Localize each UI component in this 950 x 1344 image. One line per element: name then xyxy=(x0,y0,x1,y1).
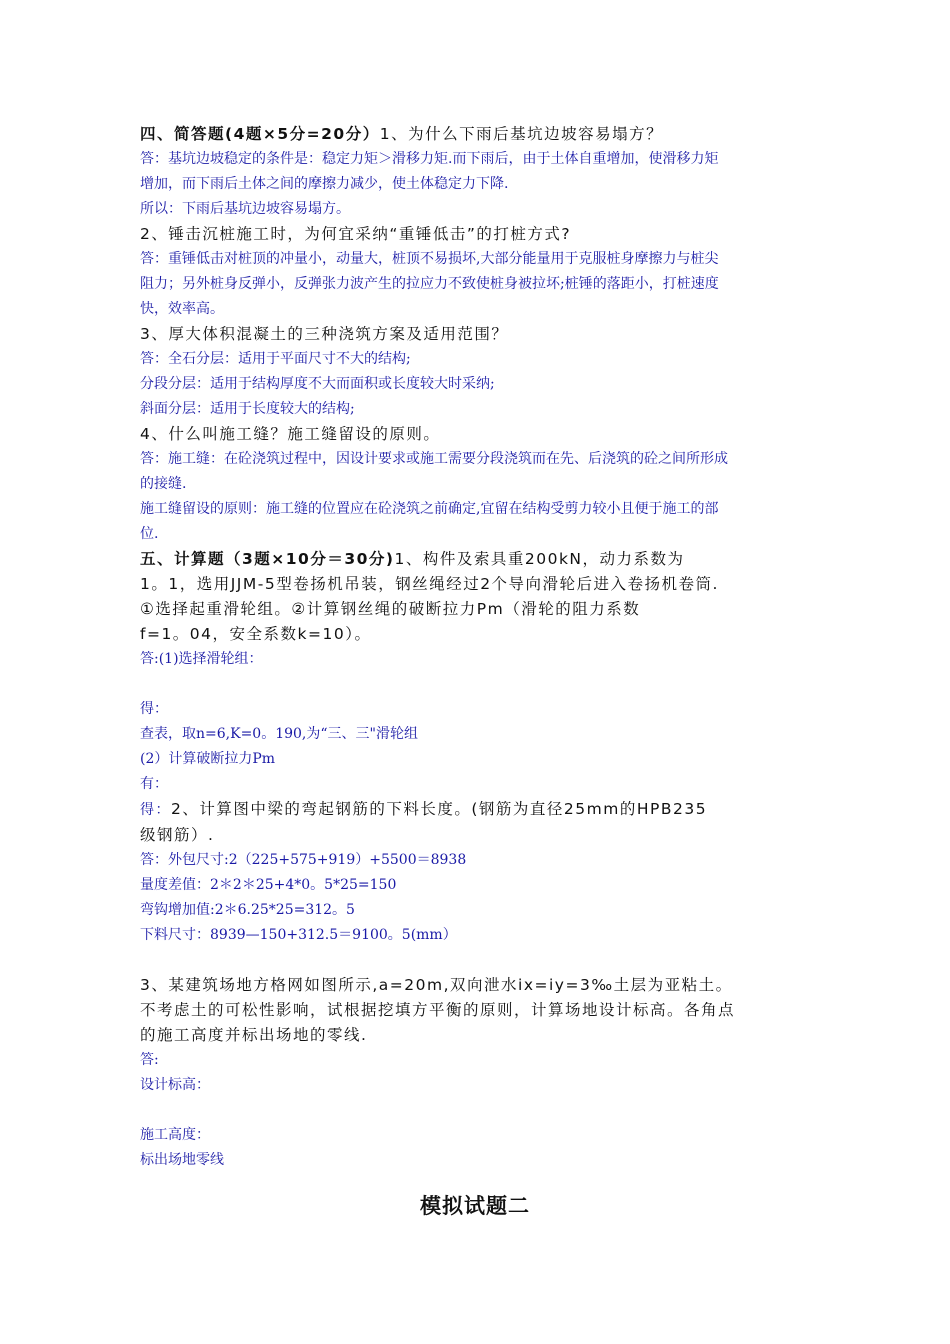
s4-a1-line: 答：基坑边坡稳定的条件是：稳定力矩＞滑移力矩.而下雨后，由于土体自重增加，使滑移力矩 xyxy=(140,151,719,167)
s4-a4-line: 施工缝留设的原则：施工缝的位置应在砼浇筑之前确定,宜留在结构受剪力较小且便于施工的部 xyxy=(140,501,719,517)
s4-a4-line: 的接缝. xyxy=(140,476,187,492)
s5-q2 xyxy=(140,797,820,823)
s5-q3-line: 不考虑土的可松性影响，试根据挖填方平衡的原则，计算场地设计标高。各角点 xyxy=(140,1001,736,1019)
s4-a4-line: 位. xyxy=(140,526,159,542)
s5-a2-line: 量度差值：2＊2＊25+4*0。5*25=150 xyxy=(140,877,397,893)
section4-header: 四、简答题(4题×5分=20分） xyxy=(140,125,380,143)
s5-q2-prefix: 得： xyxy=(140,802,171,818)
document-body xyxy=(140,122,820,1173)
s4-a1-line: 增加，而下雨后土体之间的摩擦力减少，使土体稳定力下降. xyxy=(140,176,509,192)
s5-q1-line: f=1。04，安全系数k=10）。 xyxy=(140,625,372,643)
s4-q3: 3、厚大体积混凝土的三种浇筑方案及适用范围？ xyxy=(140,325,509,343)
s5-a1-lead: 答:(1)选择滑轮组： xyxy=(140,651,263,667)
s5-a1-you: 有： xyxy=(140,776,168,792)
section5-question1 xyxy=(140,547,820,572)
s5-a1-de: 得： xyxy=(140,701,168,717)
s5-a3-zero: 标出场地零线 xyxy=(140,1152,224,1168)
s4-a3-line: 斜面分层：适用于长度较大的结构; xyxy=(140,401,355,417)
s5-a3-design: 设计标高： xyxy=(140,1077,210,1093)
s5-q3-line: 3、某建筑场地方格网如图所示,a=20m,双向泄水ix=iy=3‰土层为亚粘土。 xyxy=(140,976,733,994)
blank-line xyxy=(140,672,820,697)
s4-a2-line: 阻力；另外桩身反弹小，反弹张力波产生的拉应力不致使桩身被拉坏;桩锤的落距小，打桩速度 xyxy=(140,276,719,292)
s5-q3-line: 的施工高度并标出场地的零线. xyxy=(140,1026,368,1044)
blank-line xyxy=(140,1098,820,1123)
section4-question1 xyxy=(140,122,820,147)
s4-a3-line: 答：全石分层：适用于平面尺寸不大的结构; xyxy=(140,351,411,367)
blank-line xyxy=(140,948,820,973)
s5-q1-line: ①选择起重滑轮组。②计算钢丝绳的破断拉力Pm（滑轮的阻力系数 xyxy=(140,600,641,618)
s5-a1-step2: (2）计算破断拉力Pm xyxy=(140,751,276,767)
s5-q1-line: 1。1，选用JJM-5型卷扬机吊装，钢丝绳经过2个导向滑轮后进入卷扬机卷筒. xyxy=(140,575,719,593)
s4-a2-line: 答：重锤低击对桩顶的冲量小，动量大，桩顶不易损坏,大部分能量用于克服桩身摩擦力与桩尖 xyxy=(140,251,719,267)
s5-a2-line: 答：外包尺寸:2（225+575+919）+5500＝8938 xyxy=(140,852,467,868)
s5-a2-line: 下料尺寸：8939—150+312.5＝9100。5(mm） xyxy=(140,927,457,943)
s5-a2-line: 弯钩增加值:2＊6.25*25=312。5 xyxy=(140,902,355,918)
s5-a3-lead: 答: xyxy=(140,1052,159,1068)
s5-a1-table: 查表，取n=6,K=0。190,为“三、三"滑轮组 xyxy=(140,726,418,742)
s5-q2-text-line2: 级钢筋）. xyxy=(140,826,215,844)
section5-header: 五、计算题（3题×10分＝30分) xyxy=(140,550,395,568)
s4-a1-line: 所以：下雨后基坑边坡容易塌方。 xyxy=(140,201,350,217)
s4-a2-line: 快，效率高。 xyxy=(140,301,224,317)
s4-a3-line: 分段分层：适用于结构厚度不大而面积或长度较大时采纳; xyxy=(140,376,495,392)
s5-q2-text: 2、计算图中梁的弯起钢筋的下料长度。(钢筋为直径25mm的HPB235 xyxy=(171,800,708,818)
footer-title: 模拟试题二 xyxy=(420,1193,530,1218)
s5-q1-line: 1、构件及索具重200kN，动力系数为 xyxy=(394,550,685,568)
s4-a4-line: 答：施工缝：在砼浇筑过程中，因设计要求或施工需要分段浇筑而在先、后浇筑的砼之间所形成 xyxy=(140,451,728,467)
s4-q2: 2、锤击沉桩施工时，为何宜采纳“重锤低击”的打桩方式? xyxy=(140,225,572,243)
s4-q4: 4、什么叫施工缝？施工缝留设的原则。 xyxy=(140,425,441,443)
s5-a3-height: 施工高度： xyxy=(140,1127,210,1143)
s4-q1-text: 1、为什么下雨后基坑边坡容易塌方？ xyxy=(379,125,664,143)
